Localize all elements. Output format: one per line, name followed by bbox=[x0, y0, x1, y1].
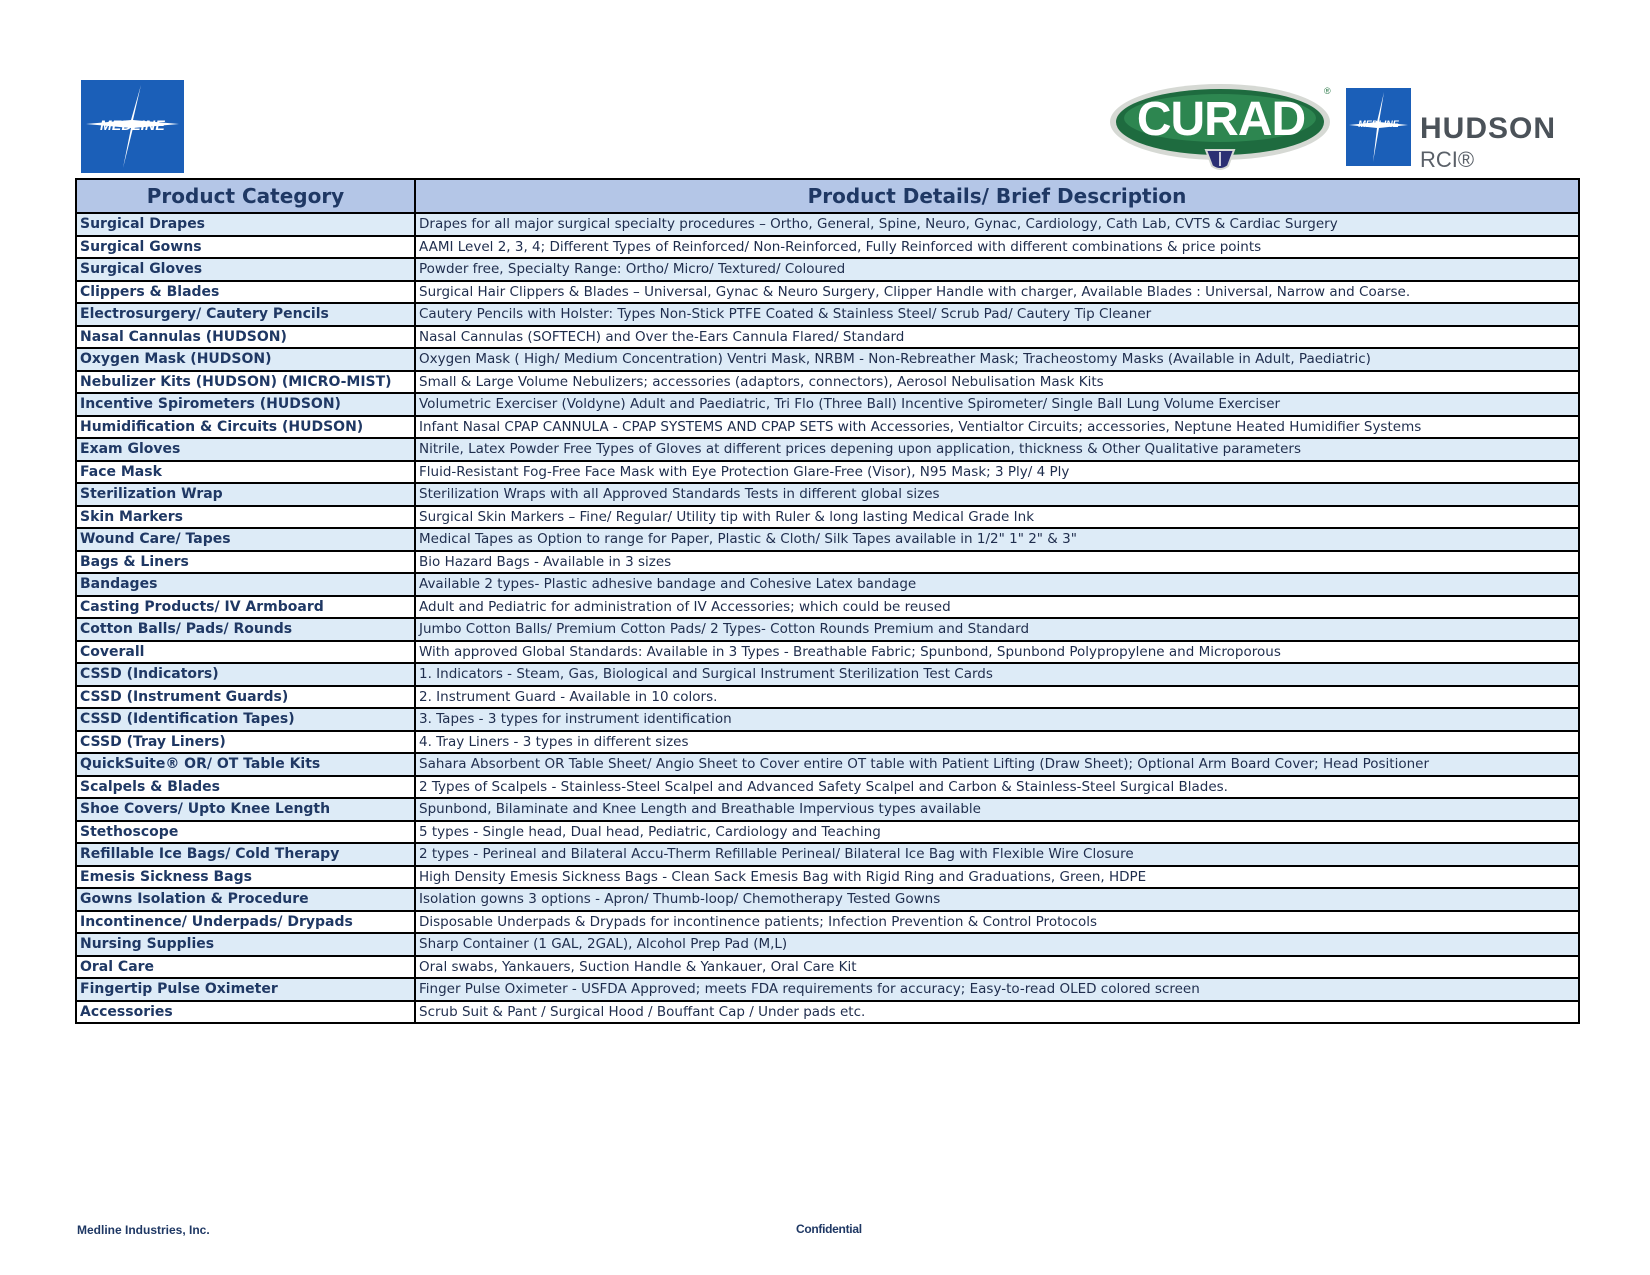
cell-product-description: High Density Emesis Sickness Bags - Clean Sack Emesis Bag with Rigid Ring and Graduations, Green, HDPE bbox=[415, 866, 1579, 889]
cell-product-category: Oxygen Mask (HUDSON) bbox=[76, 348, 415, 371]
cell-product-category: Fingertip Pulse Oximeter bbox=[76, 978, 415, 1001]
cell-product-description: Drapes for all major surgical specialty procedures – Ortho, General, Spine, Neuro, Gynac, Cardiology, Cath Lab, CVTS & Cardiac Surgery bbox=[415, 213, 1579, 236]
cell-product-category: Nasal Cannulas (HUDSON) bbox=[76, 326, 415, 349]
table-row bbox=[76, 281, 1579, 304]
cell-product-description: Spunbond, Bilaminate and Knee Length and Breathable Impervious types available bbox=[415, 798, 1579, 821]
cell-product-category: Scalpels & Blades bbox=[76, 776, 415, 799]
table-row bbox=[76, 776, 1579, 799]
cell-product-description: Available 2 types- Plastic adhesive bandage and Cohesive Latex bandage bbox=[415, 573, 1579, 596]
table-row bbox=[76, 933, 1579, 956]
cell-product-category: Bandages bbox=[76, 573, 415, 596]
cell-product-category: Refillable Ice Bags/ Cold Therapy bbox=[76, 843, 415, 866]
product-table-body bbox=[76, 213, 1579, 1023]
cell-product-description: Oral swabs, Yankauers, Suction Handle & Yankauer, Oral Care Kit bbox=[415, 956, 1579, 979]
cell-product-description: Nitrile, Latex Powder Free Types of Gloves at different prices depening upon application, thickness & Other Qualitative parameters bbox=[415, 438, 1579, 461]
curad-wordmark: CURAD bbox=[1136, 93, 1306, 146]
table-row bbox=[76, 506, 1579, 529]
hudson-rci-logo bbox=[1420, 112, 1556, 173]
cell-product-description: Bio Hazard Bags - Available in 3 sizes bbox=[415, 551, 1579, 574]
table-row bbox=[76, 348, 1579, 371]
cell-product-description: Surgical Skin Markers – Fine/ Regular/ Utility tip with Ruler & long lasting Medical Grade Ink bbox=[415, 506, 1579, 529]
cell-product-description: Finger Pulse Oximeter - USFDA Approved; meets FDA requirements for accuracy; Easy-to-read OLED colored screen bbox=[415, 978, 1579, 1001]
table-row bbox=[76, 416, 1579, 439]
cell-product-description: Isolation gowns 3 options - Apron/ Thumb-loop/ Chemotherapy Tested Gowns bbox=[415, 888, 1579, 911]
cell-product-description: 5 types - Single head, Dual head, Pediatric, Cardiology and Teaching bbox=[415, 821, 1579, 844]
cell-product-description: Jumbo Cotton Balls/ Premium Cotton Pads/ 2 Types- Cotton Rounds Premium and Standard bbox=[415, 618, 1579, 641]
cell-product-description: Powder free, Specialty Range: Ortho/ Micro/ Textured/ Coloured bbox=[415, 258, 1579, 281]
cell-product-category: Accessories bbox=[76, 1001, 415, 1024]
table-row bbox=[76, 1001, 1579, 1024]
cell-product-category: Bags & Liners bbox=[76, 551, 415, 574]
table-header-row bbox=[76, 179, 1579, 213]
cell-product-description: Disposable Underpads & Drypads for incontinence patients; Infection Prevention & Control Protocols bbox=[415, 911, 1579, 934]
table-row bbox=[76, 393, 1579, 416]
cell-product-category: Stethoscope bbox=[76, 821, 415, 844]
cell-product-description: Medical Tapes as Option to range for Paper, Plastic & Cloth/ Silk Tapes available in 1/2" 1" 2" & 3" bbox=[415, 528, 1579, 551]
rci-wordmark: RCI® bbox=[1420, 147, 1475, 172]
table-row bbox=[76, 528, 1579, 551]
table-row bbox=[76, 213, 1579, 236]
cell-product-description: 3. Tapes - 3 types for instrument identification bbox=[415, 708, 1579, 731]
cell-product-category: Incontinence/ Underpads/ Drypads bbox=[76, 911, 415, 934]
cell-product-description: Sterilization Wraps with all Approved Standards Tests in different global sizes bbox=[415, 483, 1579, 506]
cell-product-description: Surgical Hair Clippers & Blades – Universal, Gynac & Neuro Surgery, Clipper Handle with charger, Available Blades : Universal, Narrow and Coarse. bbox=[415, 281, 1579, 304]
cell-product-category: Cotton Balls/ Pads/ Rounds bbox=[76, 618, 415, 641]
cell-product-category: Surgical Gowns bbox=[76, 236, 415, 259]
medline-wordmark: MEDLINE bbox=[99, 117, 166, 133]
table-row bbox=[76, 596, 1579, 619]
table-row bbox=[76, 663, 1579, 686]
table-row bbox=[76, 236, 1579, 259]
cell-product-category: Exam Gloves bbox=[76, 438, 415, 461]
table-row bbox=[76, 821, 1579, 844]
table-row bbox=[76, 326, 1579, 349]
table-row bbox=[76, 371, 1579, 394]
table-row bbox=[76, 686, 1579, 709]
cell-product-category: Casting Products/ IV Armboard bbox=[76, 596, 415, 619]
table-row bbox=[76, 573, 1579, 596]
product-table bbox=[75, 178, 1580, 1024]
table-row bbox=[76, 911, 1579, 934]
cell-product-category: Emesis Sickness Bags bbox=[76, 866, 415, 889]
hudson-medline-wordmark: MEDLINE bbox=[1358, 119, 1399, 129]
medline-logo bbox=[81, 80, 184, 173]
cell-product-description: Sharp Container (1 GAL, 2GAL), Alcohol Prep Pad (M,L) bbox=[415, 933, 1579, 956]
cell-product-category: Gowns Isolation & Procedure bbox=[76, 888, 415, 911]
table-row bbox=[76, 978, 1579, 1001]
cell-product-category: QuickSuite® OR/ OT Table Kits bbox=[76, 753, 415, 776]
cell-product-description: Volumetric Exerciser (Voldyne) Adult and Paediatric, Tri Flo (Three Ball) Incentive Spirometer/ Single Ball Lung Volume Exerciser bbox=[415, 393, 1579, 416]
cell-product-description: Adult and Pediatric for administration of IV Accessories; which could be reused bbox=[415, 596, 1579, 619]
cell-product-category: Incentive Spirometers (HUDSON) bbox=[76, 393, 415, 416]
table-row bbox=[76, 866, 1579, 889]
table-row bbox=[76, 551, 1579, 574]
header-product-category: Product Category bbox=[76, 179, 415, 213]
cell-product-category: Oral Care bbox=[76, 956, 415, 979]
cell-product-category: Humidification & Circuits (HUDSON) bbox=[76, 416, 415, 439]
cell-product-description: Oxygen Mask ( High/ Medium Concentration) Ventri Mask, NRBM - Non-Rebreather Mask; Tracheostomy Masks (Available in Adult, Paediatric) bbox=[415, 348, 1579, 371]
cell-product-description: Scrub Suit & Pant / Surgical Hood / Bouffant Cap / Under pads etc. bbox=[415, 1001, 1579, 1024]
table-row bbox=[76, 708, 1579, 731]
table-row bbox=[76, 798, 1579, 821]
cell-product-category: Wound Care/ Tapes bbox=[76, 528, 415, 551]
table-row bbox=[76, 483, 1579, 506]
cell-product-description: 2 Types of Scalpels - Stainless-Steel Scalpel and Advanced Safety Scalpel and Carbon & Stainless-Steel Surgical Blades. bbox=[415, 776, 1579, 799]
cell-product-category: CSSD (Indicators) bbox=[76, 663, 415, 686]
cell-product-description: AAMI Level 2, 3, 4; Different Types of Reinforced/ Non-Reinforced, Fully Reinforced with different combinations & price points bbox=[415, 236, 1579, 259]
cell-product-description: Infant Nasal CPAP CANNULA - CPAP SYSTEMS AND CPAP SETS with Accessories, Ventialtor Circuits; accessories, Neptune Heated Humidifier Systems bbox=[415, 416, 1579, 439]
cell-product-description: Nasal Cannulas (SOFTECH) and Over the-Ears Cannula Flared/ Standard bbox=[415, 326, 1579, 349]
cell-product-category: CSSD (Tray Liners) bbox=[76, 731, 415, 754]
table-row bbox=[76, 843, 1579, 866]
cell-product-description: With approved Global Standards: Available in 3 Types - Breathable Fabric; Spunbond, Spunbond Polypropylene and Microporous bbox=[415, 641, 1579, 664]
cell-product-category: Shoe Covers/ Upto Knee Length bbox=[76, 798, 415, 821]
cell-product-category: Sterilization Wrap bbox=[76, 483, 415, 506]
table-row bbox=[76, 303, 1579, 326]
cell-product-description: Sahara Absorbent OR Table Sheet/ Angio Sheet to Cover entire OT table with Patient Lifting (Draw Sheet); Optional Arm Board Cover; Head Positioner bbox=[415, 753, 1579, 776]
cell-product-category: Nursing Supplies bbox=[76, 933, 415, 956]
cell-product-description: Cautery Pencils with Holster: Types Non-Stick PTFE Coated & Stainless Steel/ Scrub Pad/ Cautery Tip Cleaner bbox=[415, 303, 1579, 326]
table-row bbox=[76, 956, 1579, 979]
hudson-wordmark: HUDSON bbox=[1420, 112, 1557, 145]
table-row bbox=[76, 731, 1579, 754]
cell-product-category: Skin Markers bbox=[76, 506, 415, 529]
cell-product-category: Nebulizer Kits (HUDSON) (MICRO-MIST) bbox=[76, 371, 415, 394]
hudson-medline-logo bbox=[1346, 88, 1411, 166]
cell-product-category: CSSD (Identification Tapes) bbox=[76, 708, 415, 731]
curad-registered-mark: ® bbox=[1324, 86, 1331, 96]
header-product-details: Product Details/ Brief Description bbox=[415, 179, 1579, 213]
table-row bbox=[76, 753, 1579, 776]
cell-product-description: Fluid-Resistant Fog-Free Face Mask with Eye Protection Glare-Free (Visor), N95 Mask; 3 Ply/ 4 Ply bbox=[415, 461, 1579, 484]
cell-product-description: 1. Indicators - Steam, Gas, Biological and Surgical Instrument Sterilization Test Cards bbox=[415, 663, 1579, 686]
table-row bbox=[76, 618, 1579, 641]
cell-product-description: 2 types - Perineal and Bilateral Accu-Therm Refillable Perineal/ Bilateral Ice Bag with Flexible Wire Closure bbox=[415, 843, 1579, 866]
table-row bbox=[76, 888, 1579, 911]
table-row bbox=[76, 461, 1579, 484]
table-row bbox=[76, 438, 1579, 461]
curad-logo bbox=[1108, 82, 1334, 170]
cell-product-category: Coverall bbox=[76, 641, 415, 664]
cell-product-description: 4. Tray Liners - 3 types in different sizes bbox=[415, 731, 1579, 754]
table-row bbox=[76, 641, 1579, 664]
table-row bbox=[76, 258, 1579, 281]
cell-product-category: Face Mask bbox=[76, 461, 415, 484]
cell-product-category: Surgical Gloves bbox=[76, 258, 415, 281]
footer-company: Medline Industries, Inc. bbox=[77, 1223, 210, 1237]
cell-product-category: CSSD (Instrument Guards) bbox=[76, 686, 415, 709]
cell-product-category: Electrosurgery/ Cautery Pencils bbox=[76, 303, 415, 326]
footer-confidential: Confidential bbox=[796, 1222, 862, 1236]
cell-product-description: Small & Large Volume Nebulizers; accessories (adaptors, connectors), Aerosol Nebulisation Mask Kits bbox=[415, 371, 1579, 394]
cell-product-category: Clippers & Blades bbox=[76, 281, 415, 304]
cell-product-description: 2. Instrument Guard - Available in 10 colors. bbox=[415, 686, 1579, 709]
cell-product-category: Surgical Drapes bbox=[76, 213, 415, 236]
